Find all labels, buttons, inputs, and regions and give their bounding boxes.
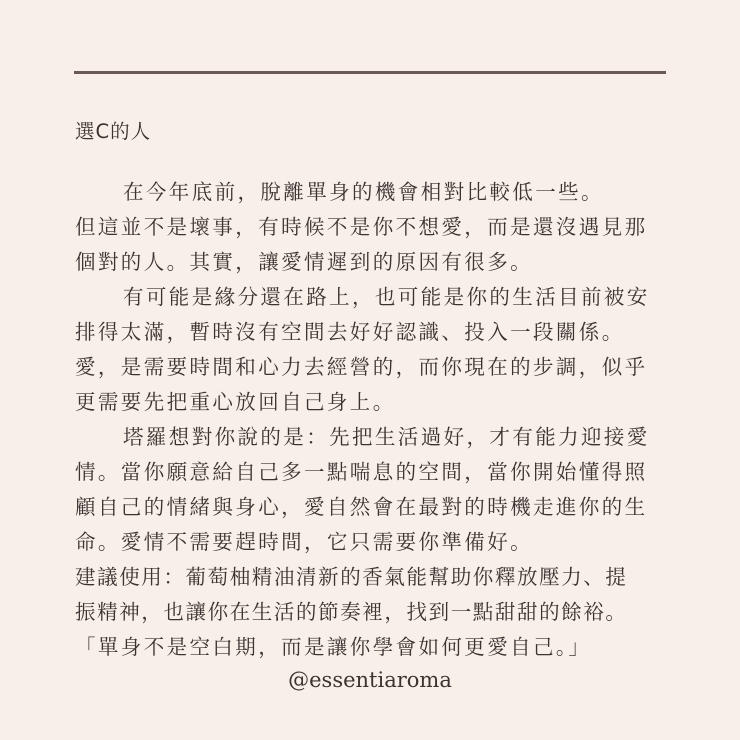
text-line: 情。當你願意給自己多一點喘息的空間，當你開始懂得照 (75, 460, 648, 484)
text-line: 有可能是緣分還在路上，也可能是你的生活目前被安 (123, 285, 650, 309)
text-line: 顧自己的情緒與身心，愛自然會在最對的時機走進你的生 (75, 495, 648, 519)
text-line: 個對的人。其實，讓愛情遲到的原因有很多。 (75, 250, 533, 274)
top-divider (74, 71, 666, 74)
text-line: 更需要先把重心放回自己身上。 (75, 390, 396, 414)
text-line: 命。愛情不需要趕時間，它只需要你準備好。 (75, 530, 533, 554)
closing-quote: 「單身不是空白期，而是讓你學會如何更愛自己。」 (75, 635, 592, 659)
text-line: 塔羅想對你說的是：先把生活過好，才有能力迎接愛 (123, 425, 650, 449)
section-heading: 選C的人 (75, 120, 152, 143)
text-line: 建議使用：葡萄柚精油清新的香氣能幫助你釋放壓力、提 (75, 565, 628, 589)
text-line: 排得太滿，暫時沒有空間去好好認識、投入一段關係。 (75, 320, 625, 344)
text-line: 振精神，也讓你在生活的節奏裡，找到一點甜甜的餘裕。 (75, 600, 628, 624)
account-handle: @essentiaroma (288, 668, 452, 692)
text-line: 愛，是需要時間和心力去經營的，而你現在的步調，似乎 (75, 355, 648, 379)
text-line: 但這並不是壞事，有時候不是你不想愛，而是還沒遇見那 (75, 215, 648, 239)
text-line: 在今年底前，脫離單身的機會相對比較低一些。 (123, 180, 604, 204)
